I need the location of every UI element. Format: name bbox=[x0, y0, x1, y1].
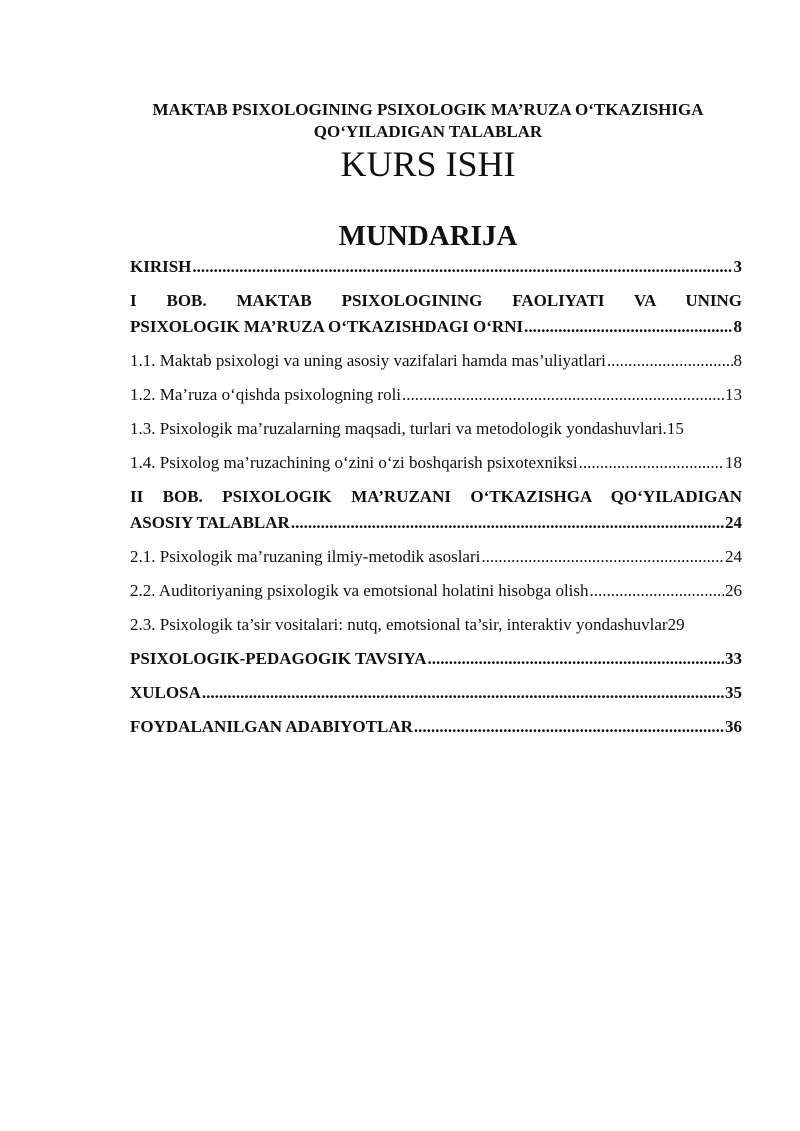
toc-entry-text: 1.2. Ma’ruza o‘qishda psixologning roli bbox=[130, 385, 402, 404]
toc-entry-text-line-2: ASOSIY TALABLAR bbox=[130, 513, 290, 532]
toc-entry-text: PSIXOLOGIK-PEDAGOGIK TAVSIYA bbox=[130, 649, 427, 668]
toc-entry-section-2-3[interactable] bbox=[130, 612, 742, 638]
toc-leader-dots bbox=[202, 680, 724, 706]
toc-leader-dots bbox=[481, 544, 724, 570]
toc-entry-chapter-2[interactable] bbox=[130, 484, 742, 536]
toc-leader-dots bbox=[590, 578, 724, 604]
document-title bbox=[100, 99, 756, 143]
toc-entry-text: 1.1. Maktab psixologi va uning asosiy vazifalari hamda mas’uliyatlari bbox=[130, 351, 606, 370]
toc-heading: MUNDARIJA bbox=[338, 220, 518, 252]
toc-leader-dots bbox=[291, 510, 724, 536]
toc-entry-section-2-2[interactable] bbox=[130, 578, 742, 604]
toc-entry-text: 1.3. Psixologik ma’ruzalarning maqsadi, turlari va metodologik yondashuvlari. bbox=[130, 419, 667, 438]
toc-entry-text: 2.2. Auditoriyaning psixologik va emotsional holatini hisobga olish bbox=[130, 581, 589, 600]
toc-page-number: 33 bbox=[725, 649, 742, 668]
toc-entry-adabiyotlar[interactable] bbox=[130, 714, 742, 740]
toc-entry-text-line-2: PSIXOLOGIK MA’RUZA O‘TKAZISHDAGI O‘RNI bbox=[130, 317, 524, 336]
toc-entry-section-2-1[interactable] bbox=[130, 544, 742, 570]
toc-page-number: 29 bbox=[667, 615, 685, 634]
toc-leader-dots bbox=[427, 646, 724, 672]
toc-page-number: 24 bbox=[725, 513, 742, 532]
toc-entry-section-1-2[interactable] bbox=[130, 382, 742, 408]
toc-leader-dots bbox=[414, 714, 724, 740]
toc-page-number: 26 bbox=[725, 581, 742, 600]
toc-entry-xulosa[interactable] bbox=[130, 680, 742, 706]
toc-leader-dots bbox=[607, 348, 733, 374]
toc-leader-dots bbox=[402, 382, 724, 408]
toc-page-number: 8 bbox=[733, 351, 742, 370]
toc-leader-dots bbox=[524, 314, 732, 340]
toc-entry-section-1-3[interactable] bbox=[130, 416, 742, 442]
toc-entry-text: XULOSA bbox=[130, 683, 201, 702]
toc-entry-section-1-1[interactable] bbox=[130, 348, 742, 374]
toc-entry-text-line-1: II BOB. PSIXOLOGIK MA’RUZANI O‘TKAZISHGA QO‘YILADIGAN bbox=[130, 487, 742, 506]
toc-page-number: 13 bbox=[725, 385, 742, 404]
toc-entry-text-line-1: I BOB. MAKTAB PSIXOLOGINING FAOLIYATI VA UNING bbox=[130, 291, 742, 310]
toc-entry-tavsiya[interactable] bbox=[130, 646, 742, 672]
toc-page-number: 15 bbox=[666, 419, 684, 438]
toc-page-number: 35 bbox=[725, 683, 742, 702]
toc-page-number: 36 bbox=[725, 717, 742, 736]
toc-page-number: 24 bbox=[725, 547, 742, 566]
table-of-contents bbox=[130, 254, 742, 740]
toc-entry-text: 1.4. Psixolog ma’ruzachining o‘zini o‘zi boshqarish psixotexniksi bbox=[130, 453, 578, 472]
toc-entry-text: 2.3. Psixologik ta’sir vositalari: nutq, emotsional ta’sir, interaktiv yondashuvlar bbox=[130, 615, 668, 634]
toc-entry-text: 2.1. Psixologik ma’ruzaning ilmiy-metodik asoslari bbox=[130, 547, 481, 566]
document-subtitle: KURS ISHI bbox=[340, 144, 516, 184]
toc-page-number: 8 bbox=[733, 317, 742, 336]
toc-page-number: 18 bbox=[725, 453, 742, 472]
document-title-line-1: MAKTAB PSIXOLOGINING PSIXOLOGIK MA’RUZA O‘TKAZISHIGA bbox=[152, 100, 704, 119]
toc-entry-text: FOYDALANILGAN ADABIYOTLAR bbox=[130, 717, 413, 736]
toc-leader-dots bbox=[192, 254, 732, 280]
toc-entry-text: KIRISH bbox=[130, 257, 192, 276]
toc-leader-dots bbox=[579, 450, 724, 476]
toc-page-number: 3 bbox=[733, 257, 742, 276]
toc-entry-kirish[interactable] bbox=[130, 254, 742, 280]
document-title-line-2: QO‘YILADIGAN TALABLAR bbox=[313, 122, 543, 141]
toc-entry-section-1-4[interactable] bbox=[130, 450, 742, 476]
toc-entry-chapter-1[interactable] bbox=[130, 288, 742, 340]
